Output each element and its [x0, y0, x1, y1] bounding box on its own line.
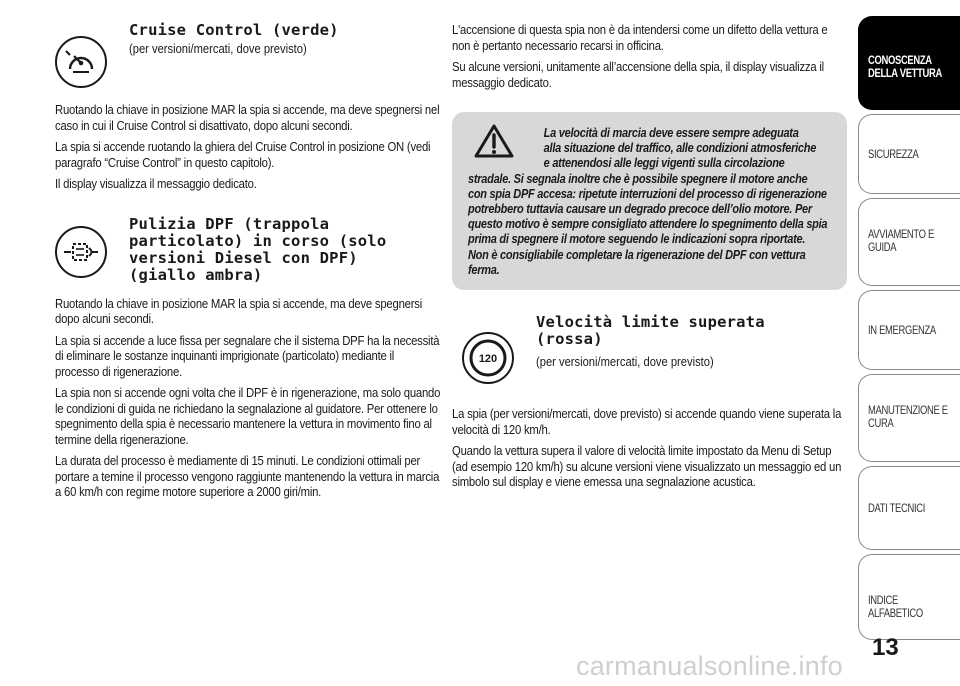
dpf-paragraph-3: La spia non si accende ogni volta che il DPF è in rigenerazione, ma solo quando le condizioni di guida ne richiedano la segnalazione al guidatore. Per ottenere lo spegnimento della spia è necessario mantenere la vettura in movimento fino al termine della rigenerazione.: [55, 385, 441, 447]
page-number: 13: [872, 634, 899, 661]
speed-paragraph-2: Quando la vettura supera il valore di velocità limite impostato da Menu di Setup (ad esempio 120 km/h) su alcune versioni viene visualizzato un messaggio ed un simbolo sul display e viene emessa una segnalazione acustica.: [452, 443, 842, 490]
tab-label-line-1: CONOSCENZA: [868, 55, 932, 67]
speed-title-line-2: (rossa): [536, 330, 603, 349]
speed-paragraph-1: La spia (per versioni/mercati, dove previsto) si accende quando viene superata la velocità di 120 km/h.: [452, 406, 842, 437]
dpf-paragraph-4: La durata del processo è mediamente di 15 minuti. Le condizioni ottimali per portare a temine il processo vengono raggiunte mantenendo la vettura in marcia a 60 km/h con regime motore superiore a 2000 giri/min.: [55, 453, 440, 499]
speed-limit-icon: [462, 332, 514, 384]
speed-limit-header: [452, 314, 847, 394]
right-intro-paragraph-2: Su alcune versioni, unitamente all’accensione della spia, il display visualizza il messaggio dedicato.: [452, 59, 824, 90]
cruise-control-icon: [55, 36, 107, 88]
left-column: [55, 22, 440, 506]
tab-dati-tecnici[interactable]: [858, 466, 960, 550]
cruise-paragraph-3: Il display visualizza il messaggio dedicato.: [55, 176, 257, 191]
cruise-control-header: [55, 22, 440, 92]
dpf-title-line-2: particolato) in corso (solo: [129, 231, 387, 250]
dpf-title-line-3: versioni Diesel con DPF): [129, 248, 358, 267]
warning-line-1: La velocità di marcia deve essere sempre adeguata: [543, 126, 799, 140]
tab-sicurezza[interactable]: [858, 114, 960, 194]
tab-label: DATI TECNICI: [868, 503, 926, 515]
tab-label-line-2: GUIDA: [868, 242, 897, 254]
tab-label: INDICE ALFABETICO: [868, 595, 923, 620]
tab-manutenzione-e-cura[interactable]: [858, 374, 960, 462]
dpf-filter-icon: [55, 226, 107, 278]
dpf-paragraph-2: La spia si accende a luce fissa per segnalare che il sistema DPF ha la necessità di eliminare le sostanze inquinanti imprigionate (particolato) mediante il processo di rigenerazione.: [55, 332, 440, 379]
warning-body: stradale. Si segnala inoltre che è possibile spegnere il motore anche con spia DPF accesa: ripetute interruzioni del processo di rigenerazione potrebbero tuttavia causare un degrado precoce dell’olio motore. Per questo motivo è sempre consigliato attendere lo spegnimento della spia prima di spegnere il motore seguendo le indicazioni sopra riportate. Non è consigliabile completare la rigenerazione del DPF con vettura ferma.: [468, 171, 828, 277]
tab-indice-alfabetico[interactable]: [858, 554, 960, 640]
tab-label-line-1: AVVIAMENTO E: [868, 229, 934, 241]
cruise-control-title: Cruise Control (verde): [129, 21, 339, 39]
cruise-paragraph-1: Ruotando la chiave in posizione MAR la spia si accende, ma deve spegnersi nel caso in cui il Cruise Control si disattivato, dopo alcuni secondi.: [55, 102, 440, 133]
chapter-sidebar: [858, 16, 960, 644]
right-intro-paragraph-1: L'accensione di questa spia non è da intendersi come un difetto della vettura e non è pertanto necessario recarsi in officina.: [452, 22, 828, 53]
warning-line-2: alla situazione del traffico, alle condizioni atmosferiche: [543, 141, 817, 156]
warning-line-3: e attenendosi alle leggi vigenti sulla circolazione: [543, 156, 785, 171]
cruise-control-subtitle: (per versioni/mercati, dove previsto): [129, 41, 307, 56]
tab-label-line-2: DELLA VETTURA: [868, 68, 942, 80]
cruise-paragraph-2: La spia si accende ruotando la ghiera del Cruise Control in posizione ON (vedi paragrafo “Cruise Control” in questo capitolo).: [55, 139, 431, 170]
dpf-title-line-1: Pulizia DPF (trappola: [129, 214, 330, 233]
speed-subtitle: (per versioni/mercati, dove previsto): [536, 354, 714, 370]
warning-box: [452, 112, 847, 290]
tab-label: SICUREZZA: [868, 149, 919, 161]
tab-avviamento-e-guida[interactable]: [858, 198, 960, 286]
speed-title-line-1: Velocità limite superata: [536, 313, 765, 332]
speed-limit-icon-label: 120: [478, 353, 498, 366]
tab-label-line-2: CURA: [868, 418, 894, 430]
tab-label: IN EMERGENZA: [868, 325, 936, 337]
tab-label-line-1: MANUTENZIONE E: [868, 405, 948, 417]
right-column: [452, 22, 847, 496]
dpf-title-line-4: (giallo ambra): [129, 265, 263, 284]
dpf-header: [55, 216, 440, 294]
tab-in-emergenza[interactable]: [858, 290, 960, 370]
dpf-paragraph-1: Ruotando la chiave in posizione MAR la spia si accende, ma deve spegnersi dopo alcuni secondi.: [55, 295, 423, 326]
tab-conoscenza-della-vettura[interactable]: [858, 16, 960, 110]
watermark: carmanualsonline.info: [576, 651, 843, 681]
